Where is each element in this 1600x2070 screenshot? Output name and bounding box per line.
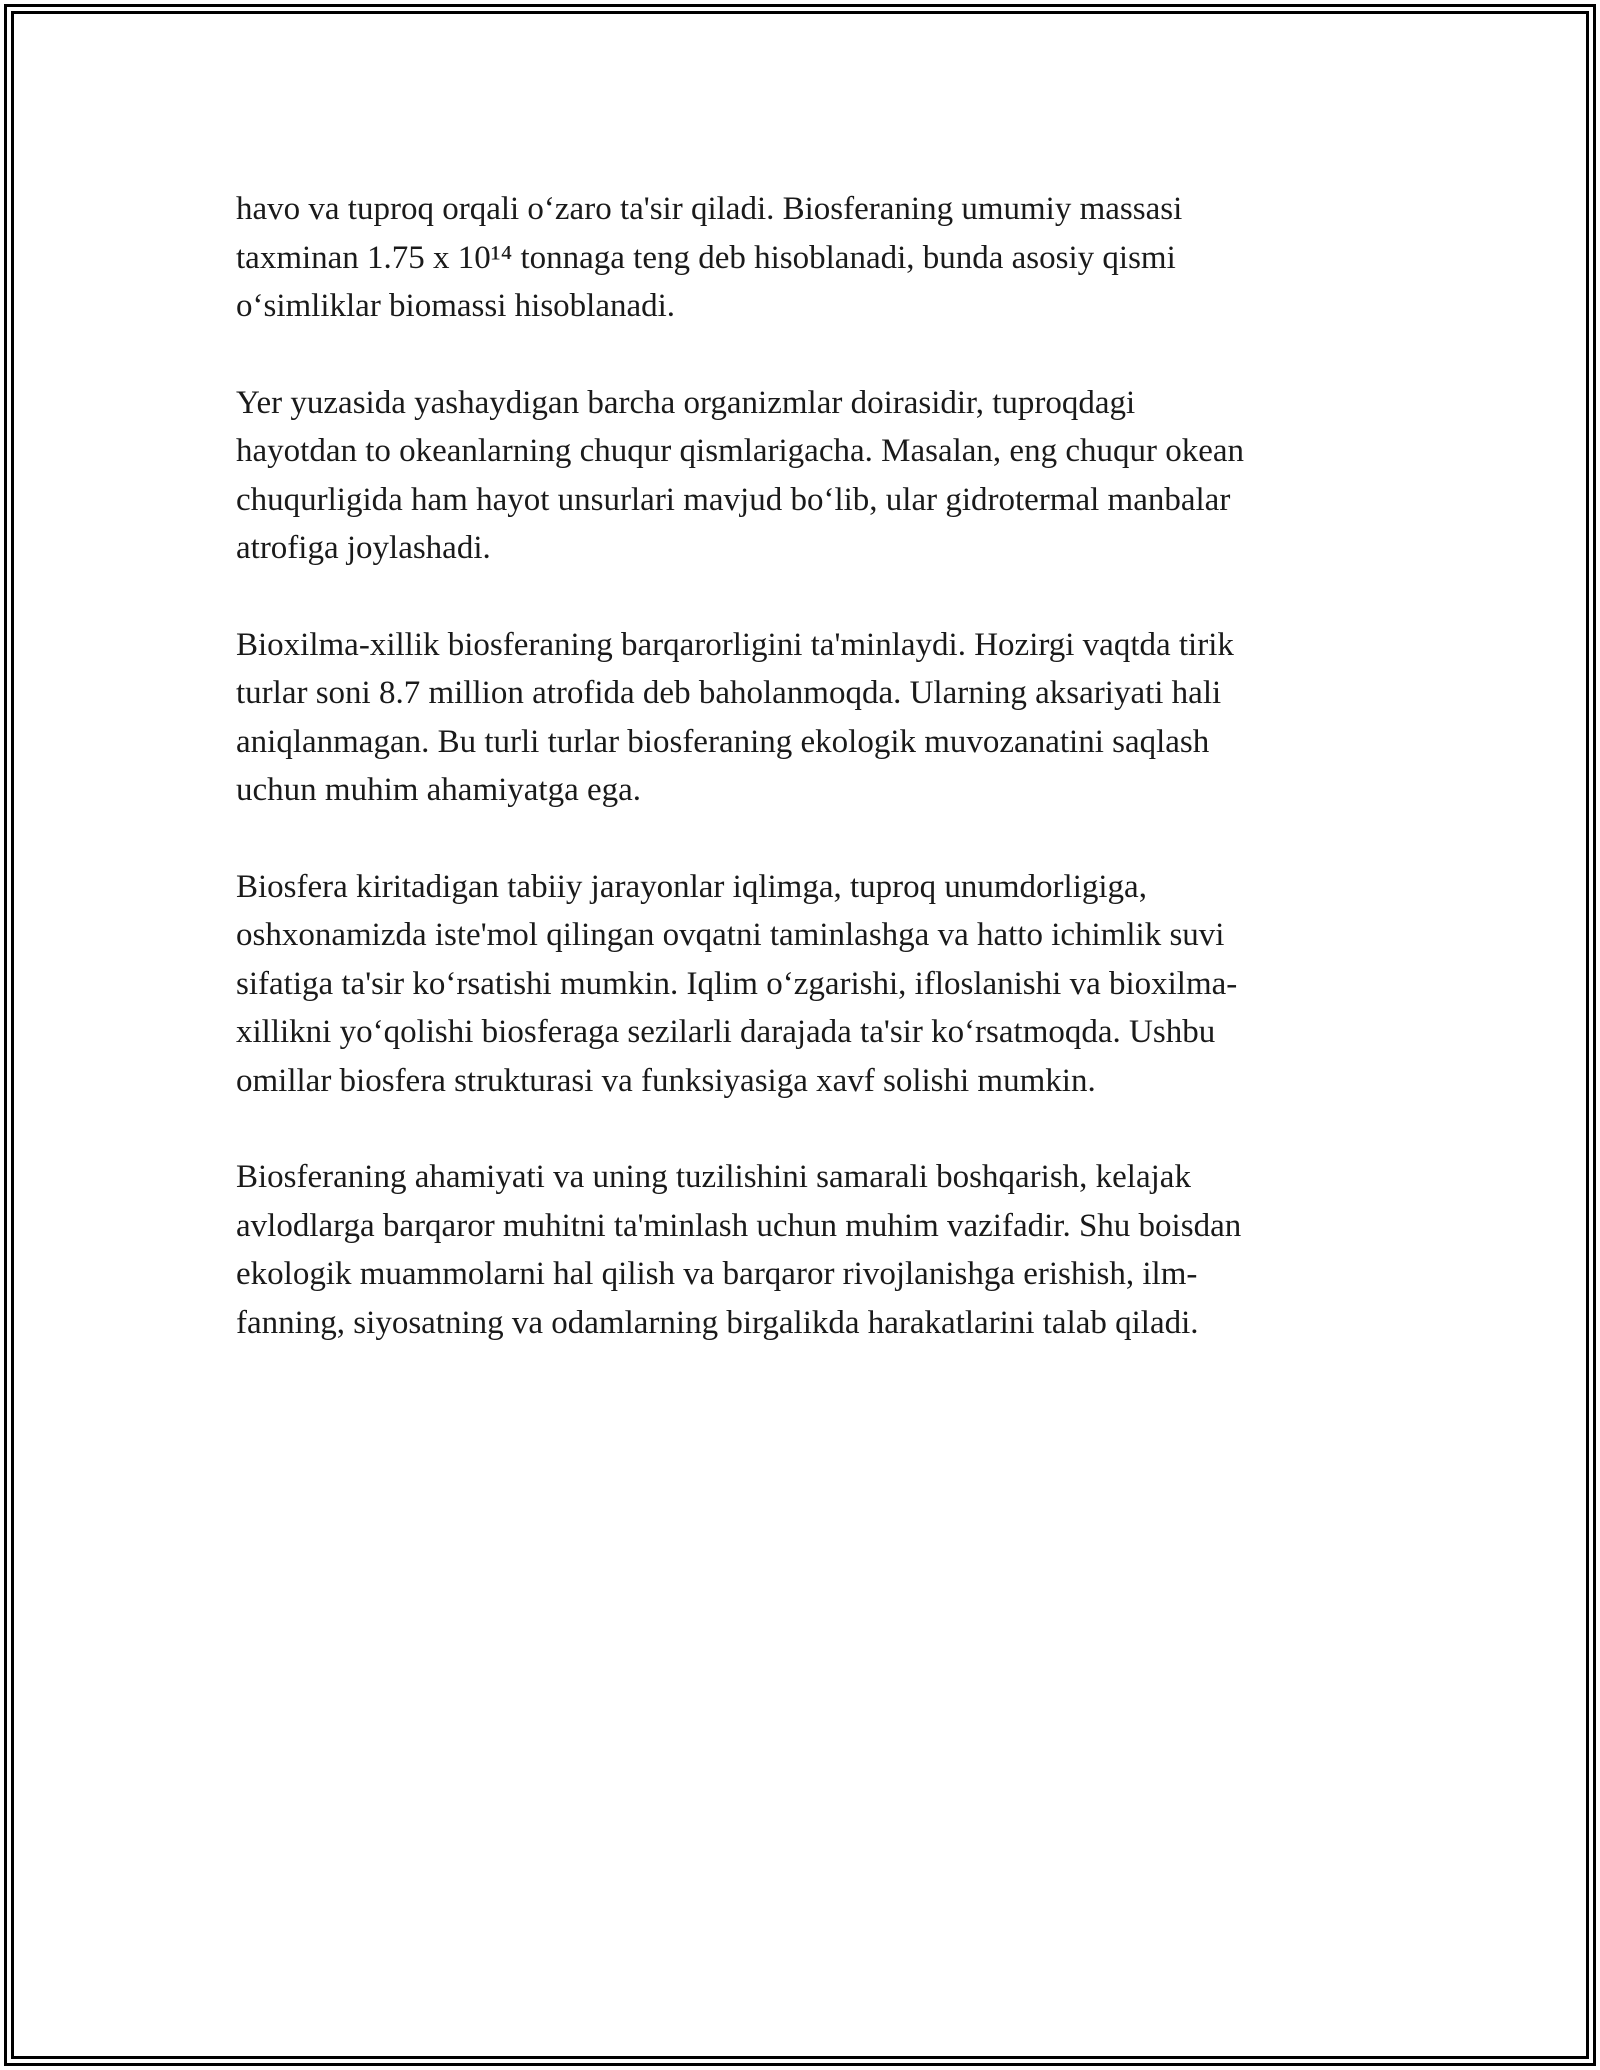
- text-line: Biosferaning ahamiyati va uning tuzilishini samarali boshqarish, kelajak: [236, 1159, 1191, 1195]
- text-line: avlodlarga barqaror muhitni ta'minlash uchun muhim vazifadir. Shu boisdan: [236, 1207, 1242, 1244]
- text-line: atrofiga joylashadi.: [236, 530, 491, 566]
- text-line: ekologik muammolarni hal qilish va barqaror rivojlanishga erishish, ilm-: [236, 1256, 1198, 1292]
- paragraph-1: [236, 185, 1366, 331]
- paragraph-4: [236, 863, 1366, 1106]
- text-line: Yer yuzasida yashaydigan barcha organizmlar doirasidir, tuproqdagi: [236, 384, 1136, 421]
- text-line: havo va tuproq orqali o‘zaro ta'sir qiladi. Biosferaning umumiy massasi: [236, 191, 1183, 227]
- paragraph-5: [236, 1153, 1366, 1347]
- text-line: Bioxilma-xillik biosferaning barqarorligini ta'minlaydi. Hozirgi vaqtda tirik: [236, 626, 1234, 663]
- text-line: hayotdan to okeanlarning chuqur qismlarigacha. Masalan, eng chuqur okean: [236, 433, 1244, 469]
- text-line: turlar soni 8.7 million atrofida deb baholanmoqda. Ularning aksariyati hali: [236, 675, 1222, 711]
- text-line: uchun muhim ahamiyatga ega.: [236, 772, 642, 808]
- text-line: xillikni yo‘qolishi biosferaga sezilarli darajada ta'sir ko‘rsatmoqda. Ushbu: [236, 1014, 1216, 1050]
- text-line: oshxonamizda iste'mol qilingan ovqatni taminlashga va hatto ichimlik suvi: [236, 917, 1225, 953]
- text-line: o‘simliklar biomassi hisoblanadi.: [236, 288, 676, 324]
- text-line: aniqlanmagan. Bu turli turlar biosferaning ekologik muvozanatini saqlash: [236, 723, 1210, 760]
- text-line: fanning, siyosatning va odamlarning birgalikda harakatlarini talab qiladi.: [236, 1304, 1199, 1341]
- paragraph-2: [236, 379, 1366, 573]
- paragraph-3: [236, 621, 1366, 815]
- text-line: chuqurligida ham hayot unsurlari mavjud bo‘lib, ular gidrotermal manbalar: [236, 481, 1231, 518]
- text-line: omillar biosfera strukturasi va funksiyasiga xavf solishi mumkin.: [236, 1062, 1096, 1099]
- document-body: [236, 185, 1366, 1395]
- text-line: taxminan 1.75 x 10¹⁴ tonnaga teng deb hisoblanadi, bunda asosiy qismi: [236, 239, 1176, 276]
- text-line: sifatiga ta'sir ko‘rsatishi mumkin. Iqlim o‘zgarishi, ifloslanishi va bioxilma-: [236, 965, 1238, 1002]
- text-line: Biosfera kiritadigan tabiiy jarayonlar iqlimga, tuproq unumdorligiga,: [236, 868, 1147, 905]
